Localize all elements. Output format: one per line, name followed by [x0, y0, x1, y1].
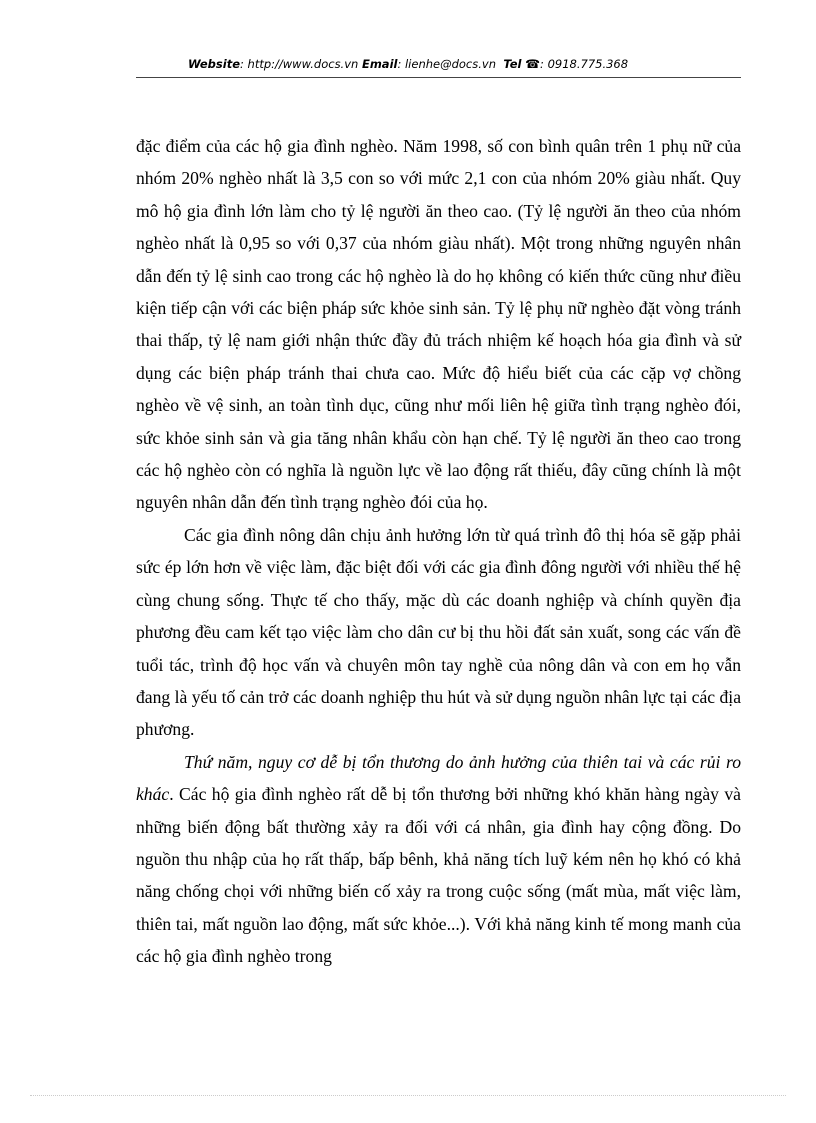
- paragraph-3: [136, 746, 741, 973]
- tel-value: : 0918.775.368: [540, 57, 629, 71]
- paragraph-3-text: . Các hộ gia đình nghèo rất dễ bị tổn thương bởi những khó khăn hàng ngày và những biến động bất thường xảy ra đối với cá nhân, gia đình hay cộng đồng. Do nguồn thu nhập của họ rất thấp, bấp bênh, khả năng tích luỹ kém nên họ khó có khả năng chống chọi với những biến cố xảy ra trong cuộc sống (mất mùa, mất việc làm, thiên tai, mất nguồn lao động, mất sức khỏe...). Với khả năng kinh tế mong manh của các hộ gia đình nghèo trong: [136, 784, 741, 967]
- document-body: [136, 130, 741, 973]
- website-value[interactable]: : http://www.docs.vn: [240, 57, 359, 71]
- email-value[interactable]: : lienhe@docs.vn: [397, 57, 497, 71]
- paragraph-1: đặc điểm của các hộ gia đình nghèo. Năm 1998, số con bình quân trên 1 phụ nữ của nhóm 20% nghèo nhất là 3,5 con so với mức 2,1 con của nhóm 20% giàu nhất. Quy mô hộ gia đình lớn làm cho tỷ lệ người ăn theo cao. (Tỷ lệ người ăn theo của nhóm nghèo nhất là 0,95 so với 0,37 của nhóm giàu nhất). Một trong những nguyên nhân dẫn đến tỷ lệ sinh cao trong các hộ nghèo là do họ không có kiến thức cũng như điều kiện tiếp cận với các biện pháp sức khỏe sinh sản. Tỷ lệ phụ nữ nghèo đặt vòng tránh thai thấp, tỷ lệ nam giới nhận thức đầy đủ trách nhiệm kế hoạch hóa gia đình và sử dụng các biện pháp tránh thai chưa cao. Mức độ hiểu biết của các cặp vợ chồng nghèo về vệ sinh, an toàn tình dục, cũng như mối liên hệ giữa tình trạng nghèo đói, sức khỏe sinh sản và gia tăng nhân khẩu còn hạn chế. Tỷ lệ người ăn theo cao trong các hộ nghèo còn có nghĩa là nguồn lực về lao động rất thiếu, đây cũng chính là một nguyên nhân dẫn đến tình trạng nghèo đói của họ.: [136, 136, 741, 513]
- page-header: [0, 57, 816, 71]
- website-label: Website: [187, 57, 241, 71]
- phone-icon: ☎: [525, 57, 541, 71]
- tel-label: Tel: [503, 57, 522, 71]
- paragraph-3-italic-lead: Thứ năm, nguy cơ dễ bị tổn thương do ảnh hưởng của thiên tai và các rủi ro khác: [136, 751, 741, 805]
- header-divider: [136, 77, 741, 78]
- footer-divider: [30, 1095, 786, 1096]
- email-label: Email: [361, 57, 398, 71]
- paragraph-2: Các gia đình nông dân chịu ảnh hưởng lớn từ quá trình đô thị hóa sẽ gặp phải sức ép lớn hơn về việc làm, đặc biệt đối với các gia đình đông người với nhiều thế hệ cùng chung sống. Thực tế cho thấy, mặc dù các doanh nghiệp và chính quyền địa phương đều cam kết tạo việc làm cho dân cư bị thu hồi đất sản xuất, song các vấn đề tuổi tác, trình độ học vấn và chuyên môn tay nghề của nông dân và con em họ vẫn đang là yếu tố cản trở các doanh nghiệp thu hút và sử dụng nguồn nhân lực tại các địa phương.: [136, 524, 741, 740]
